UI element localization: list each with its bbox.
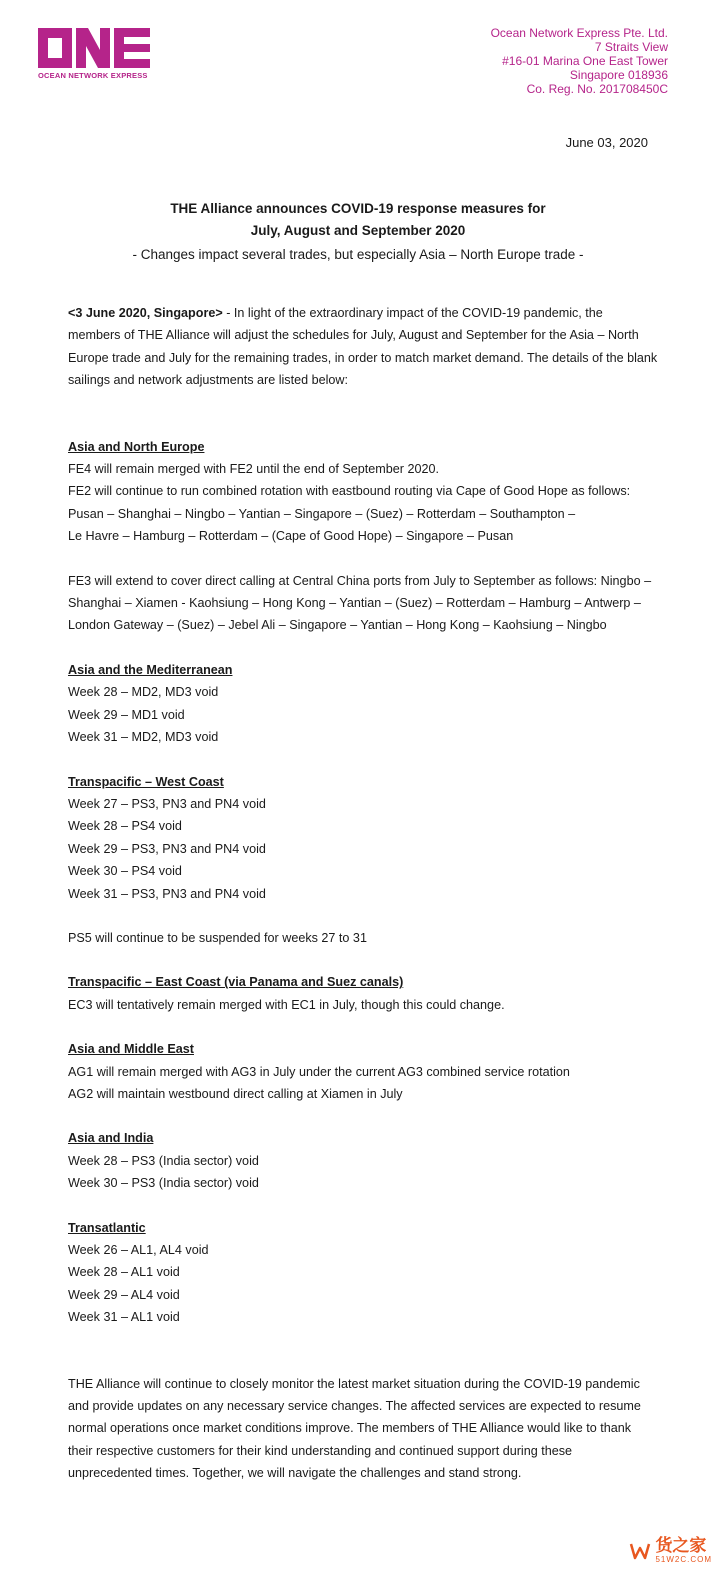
watermark-domain: 51W2C.COM [655,1555,712,1564]
heading-west-coast: Transpacific – West Coast [68,774,224,789]
west-coast-line: Week 29 – PS3, PN3 and PN4 void [68,841,266,856]
east-coast-line: EC3 will tentatively remain merged with EC1 in July, though this could change. [68,997,505,1012]
press-title [0,198,716,242]
transatlantic-line: Week 26 – AL1, AL4 void [68,1243,209,1257]
intro-text: - In light of the extraordinary impact of the COVID-19 pandemic, the members of THE Alliance will adjust the schedules for July, August and September for the Asia – North Europe trade and July for the remaining trades, in order to match market demand. The details of the blank sailings and network adjustments are listed below: [68,306,658,388]
heading-north-europe: Asia and North Europe [68,439,205,454]
letter-body [68,302,658,1485]
north-europe-line: Le Havre – Hamburg – Rotterdam – (Cape of Good Hope) – Singapore – Pusan [68,529,514,544]
heading-transatlantic: Transatlantic [68,1220,146,1235]
watermark [629,1537,712,1564]
middle-east-line: AG1 will remain merged with AG3 in July under the current AG3 combined service rotation [68,1064,570,1079]
company-address-line-3: Singapore 018936 [569,68,668,82]
fe3-paragraph: FE3 will extend to cover direct calling at Central China ports from July to September as follows: Ningbo – Shanghai – Xiamen - Kaohsiung – Hong Kong – Yantian – (Suez) – Rotterdam – Hamburg – Antwerp – London Gateway – (Suez) – Jebel Ali – Singapore – Yantian – Hong Kong – Kaohsiung – Ningbo [68,573,652,633]
company-name: Ocean Network Express Pte. Ltd. [490,26,668,40]
logo-mark [38,28,158,68]
letter-date: June 03, 2020 [565,135,648,150]
watermark-text: 货之家 [655,1536,707,1555]
one-logo [38,28,158,80]
west-coast-line: Week 30 – PS4 void [68,864,182,879]
heading-india: Asia and India [68,1131,154,1146]
transatlantic-line: Week 31 – AL1 void [68,1310,180,1325]
press-subtitle: - Changes impact several trades, but especially Asia – North Europe trade - [132,247,584,262]
intro-dateline: <3 June 2020, Singapore> [68,306,223,320]
transatlantic-line: Week 28 – AL1 void [68,1265,180,1280]
company-address-line-2: #16-01 Marina One East Tower [502,54,668,68]
mediterranean-line: Week 31 – MD2, MD3 void [68,730,219,745]
heading-east-coast: Transpacific – East Coast (via Panama and Suez canals) [68,975,404,990]
north-europe-line: Pusan – Shanghai – Ningbo – Yantian – Singapore – (Suez) – Rotterdam – Southampton – [68,506,576,521]
company-address [491,26,668,96]
company-registration: Co. Reg. No. 201708450C [526,82,668,96]
watermark-w-icon [629,1540,651,1562]
india-line: Week 28 – PS3 (India sector) void [68,1153,259,1168]
west-coast-line: Week 27 – PS3, PN3 and PN4 void [68,796,266,811]
west-coast-line: Week 28 – PS4 void [68,819,182,834]
west-coast-note: PS5 will continue to be suspended for weeks 27 to 31 [68,930,367,945]
west-coast-line: Week 31 – PS3, PN3 and PN4 void [68,886,266,901]
press-title-line-1: THE Alliance announces COVID-19 response measures for [170,201,546,216]
middle-east-line: AG2 will maintain westbound direct calling at Xiamen in July [68,1086,403,1101]
mediterranean-line: Week 28 – MD2, MD3 void [68,685,219,700]
north-europe-line: FE2 will continue to run combined rotation with eastbound routing via Cape of Good Hope as follows: [68,484,631,499]
north-europe-line: FE4 will remain merged with FE2 until the end of September 2020. [68,462,440,477]
heading-middle-east: Asia and Middle East [68,1042,194,1057]
press-title-line-2: July, August and September 2020 [250,223,466,238]
india-line: Week 30 – PS3 (India sector) void [68,1176,259,1191]
intro-paragraph [68,302,658,392]
logo-tagline: OCEAN NETWORK EXPRESS [38,71,148,80]
one-logo-icon [38,28,150,68]
company-address-line-1: 7 Straits View [594,40,668,54]
mediterranean-line: Week 29 – MD1 void [68,707,185,722]
heading-mediterranean: Asia and the Mediterranean [68,662,233,677]
closing-paragraph: THE Alliance will continue to closely monitor the latest market situation during the COVID-19 pandemic and provide updates on any necessary service changes. The affected services are expected to resume normal operations once market conditions improve. The members of THE Alliance would like to thank their respective customers for their kind understanding and continued support during these unprecedented times. Together, we will navigate the challenges and stand strong. [68,1376,641,1481]
transatlantic-line: Week 29 – AL4 void [68,1287,180,1302]
